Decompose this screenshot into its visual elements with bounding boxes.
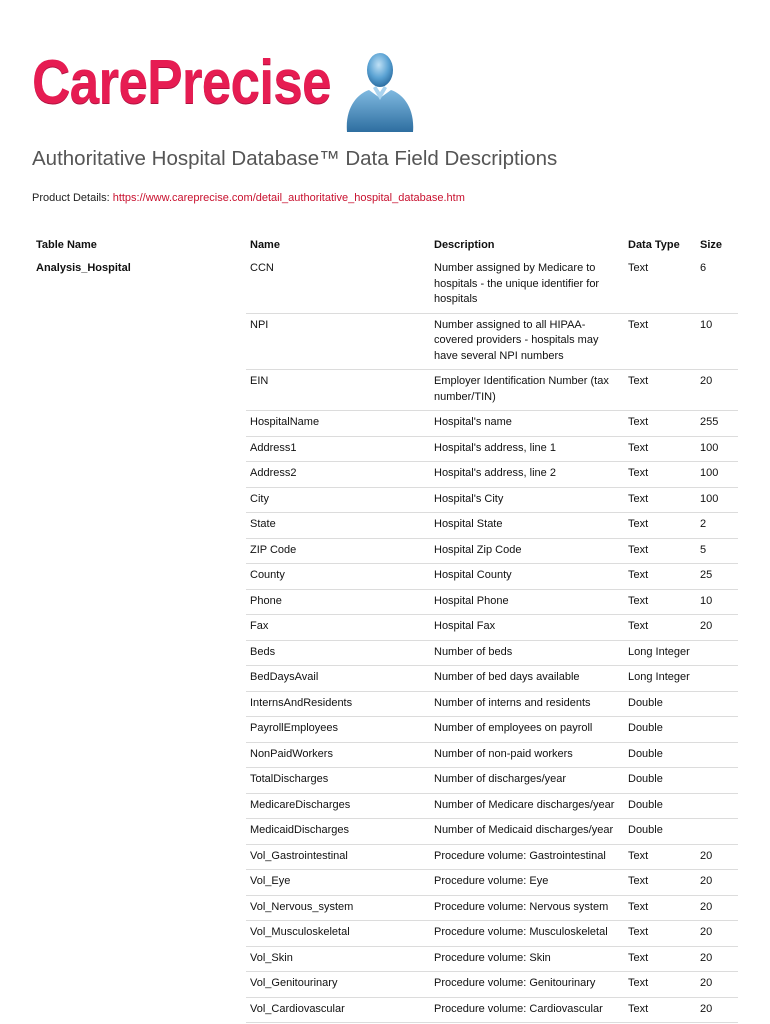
data-type-cell: Double [624,793,696,819]
field-name-cell: Address1 [246,436,430,462]
column-header-data-type: Data Type [628,239,680,251]
table-name-cell [32,640,246,666]
size-cell [696,793,738,819]
description-cell: Hospital's address, line 1 [430,436,624,462]
description-cell: Number of Medicare discharges/year [430,793,624,819]
data-type-cell: Double [624,691,696,717]
data-type-cell: Text [624,895,696,921]
size-cell: 20 [696,972,738,998]
table-row [32,436,738,462]
field-name-cell: HospitalName [246,411,430,437]
field-name-cell: EIN [246,370,430,411]
field-name-cell: MedicareDischarges [246,793,430,819]
data-type-cell: Text [624,436,696,462]
field-name-cell: BedDaysAvail [246,666,430,692]
table-name-cell [32,538,246,564]
table-row [32,870,738,896]
description-cell: Hospital County [430,564,624,590]
table-row [32,691,738,717]
table-name-cell [32,895,246,921]
data-type-cell: Text [624,870,696,896]
field-name-cell: Vol_Skin [246,946,430,972]
size-cell: 20 [696,946,738,972]
table-row [32,895,738,921]
description-cell: Hospital Phone [430,589,624,615]
table-name-cell [32,921,246,947]
table-row [32,538,738,564]
table-name-cell [32,411,246,437]
logo-wordmark: CarePrecise [32,48,331,117]
size-cell [696,742,738,768]
data-type-cell: Text [624,462,696,488]
table-row [32,513,738,539]
table-row [32,946,738,972]
data-type-cell: Text [624,946,696,972]
description-cell: Hospital Zip Code [430,538,624,564]
size-cell: 20 [696,921,738,947]
table-row [32,997,738,1023]
data-type-cell: Text [624,313,696,370]
field-name-cell: Fax [246,615,430,641]
table-row [32,257,738,313]
field-name-cell: Phone [246,589,430,615]
data-type-cell: Text [624,997,696,1023]
table-name-cell [32,487,246,513]
field-name-cell: MedicaidDischarges [246,819,430,845]
field-name-cell: Address2 [246,462,430,488]
size-cell: 20 [696,870,738,896]
table-row [32,640,738,666]
description-cell: Procedure volume: Skin [430,946,624,972]
field-name-cell: County [246,564,430,590]
description-cell: Hospital's name [430,411,624,437]
size-cell: 100 [696,462,738,488]
table-name-cell [32,691,246,717]
field-name-cell: Vol_Genitourinary [246,972,430,998]
field-descriptions-table [32,235,738,1023]
size-cell: 2 [696,513,738,539]
data-type-cell: Text [624,972,696,998]
description-cell: Hospital Fax [430,615,624,641]
description-cell: Number of interns and residents [430,691,624,717]
table-row [32,819,738,845]
data-type-cell: Double [624,742,696,768]
field-name-cell: Beds [246,640,430,666]
data-type-cell: Text [624,513,696,539]
field-name-cell: Vol_Musculoskeletal [246,921,430,947]
description-cell: Procedure volume: Gastrointestinal [430,844,624,870]
careprecise-logo [32,48,380,117]
data-type-cell: Text [624,411,696,437]
description-cell: Procedure volume: Cardiovascular [430,997,624,1023]
table-name-cell [32,819,246,845]
table-name-cell [32,436,246,462]
table-name-cell [32,844,246,870]
description-cell: Procedure volume: Genitourinary [430,972,624,998]
description-cell: Procedure volume: Nervous system [430,895,624,921]
data-type-cell: Text [624,844,696,870]
data-type-cell: Text [624,589,696,615]
size-cell [696,819,738,845]
data-type-cell: Double [624,717,696,743]
table-name-cell [32,768,246,794]
table-row [32,370,738,411]
page-title: Authoritative Hospital Database™ Data Field Descriptions [32,147,558,170]
table-name-cell [32,564,246,590]
table-name-cell [32,717,246,743]
field-name-cell: InternsAndResidents [246,691,430,717]
size-cell: 20 [696,895,738,921]
table-name-cell [32,666,246,692]
table-row [32,615,738,641]
table-name-cell [32,742,246,768]
column-header-table-name: Table Name [36,239,97,251]
description-cell: Number of beds [430,640,624,666]
table-name-cell [32,946,246,972]
table-header-row [32,235,738,257]
field-name-cell: NonPaidWorkers [246,742,430,768]
field-name-cell: CCN [246,257,430,313]
data-type-cell: Text [624,487,696,513]
table-row [32,972,738,998]
description-cell: Procedure volume: Eye [430,870,624,896]
product-details-label: Product Details: [32,192,113,204]
description-cell: Number assigned by Medicare to hospitals - the unique identifier for hospitals [430,257,624,313]
description-cell: Employer Identification Number (tax number/TIN) [430,370,624,411]
data-type-cell: Text [624,370,696,411]
column-header-description: Description [434,239,495,251]
size-cell [696,666,738,692]
data-type-cell: Double [624,819,696,845]
table-row [32,921,738,947]
size-cell: 25 [696,564,738,590]
table-row [32,742,738,768]
size-cell: 255 [696,411,738,437]
description-cell: Hospital's City [430,487,624,513]
table-name-cell [32,615,246,641]
table-row [32,487,738,513]
size-cell: 10 [696,589,738,615]
field-name-cell: State [246,513,430,539]
description-cell: Number of discharges/year [430,768,624,794]
table-name-cell [32,370,246,411]
table-row [32,411,738,437]
size-cell: 5 [696,538,738,564]
size-cell: 100 [696,487,738,513]
table-row [32,564,738,590]
table-name-cell [32,462,246,488]
table-name-cell [32,313,246,370]
data-type-cell: Double [624,768,696,794]
field-name-cell: NPI [246,313,430,370]
table-name-cell [32,513,246,539]
field-name-cell: Vol_Cardiovascular [246,997,430,1023]
size-cell [696,640,738,666]
field-name-cell: City [246,487,430,513]
data-type-cell: Long Integer [624,640,696,666]
table-row [32,666,738,692]
product-details [32,192,465,204]
description-cell: Number of employees on payroll [430,717,624,743]
table-row [32,462,738,488]
data-type-cell: Text [624,257,696,313]
size-cell [696,717,738,743]
description-cell: Number assigned to all HIPAA-covered providers - hospitals may have several NPI numbers [430,313,624,370]
table-name-cell [32,972,246,998]
column-header-name: Name [250,239,280,251]
data-type-cell: Text [624,538,696,564]
size-cell: 100 [696,436,738,462]
table-body [32,257,738,1023]
field-name-cell: ZIP Code [246,538,430,564]
description-cell: Hospital's address, line 2 [430,462,624,488]
table-row [32,589,738,615]
table-row [32,768,738,794]
person-bust-icon [335,48,425,132]
table-row [32,793,738,819]
data-type-cell: Text [624,921,696,947]
size-cell: 6 [696,257,738,313]
size-cell: 20 [696,370,738,411]
size-cell: 20 [696,615,738,641]
size-cell: 10 [696,313,738,370]
table-name-cell [32,870,246,896]
data-type-cell: Long Integer [624,666,696,692]
table-name-cell [32,793,246,819]
data-type-cell: Text [624,564,696,590]
field-name-cell: Vol_Nervous_system [246,895,430,921]
description-cell: Number of Medicaid discharges/year [430,819,624,845]
size-cell [696,768,738,794]
table-row [32,313,738,370]
description-cell: Hospital State [430,513,624,539]
table-name-cell: Analysis_Hospital [36,262,131,274]
field-name-cell: Vol_Gastrointestinal [246,844,430,870]
table-row [32,717,738,743]
description-cell: Number of non-paid workers [430,742,624,768]
field-name-cell: Vol_Eye [246,870,430,896]
field-name-cell: PayrollEmployees [246,717,430,743]
size-cell: 20 [696,997,738,1023]
size-cell: 20 [696,844,738,870]
table-name-cell [32,997,246,1023]
column-header-size: Size [700,239,723,251]
field-name-cell: TotalDischarges [246,768,430,794]
description-cell: Number of bed days available [430,666,624,692]
description-cell: Procedure volume: Musculoskeletal [430,921,624,947]
product-details-link[interactable]: https://www.careprecise.com/detail_authoritative_hospital_database.htm [112,192,465,204]
size-cell [696,691,738,717]
table-row [32,844,738,870]
data-type-cell: Text [624,615,696,641]
table-name-cell [32,589,246,615]
